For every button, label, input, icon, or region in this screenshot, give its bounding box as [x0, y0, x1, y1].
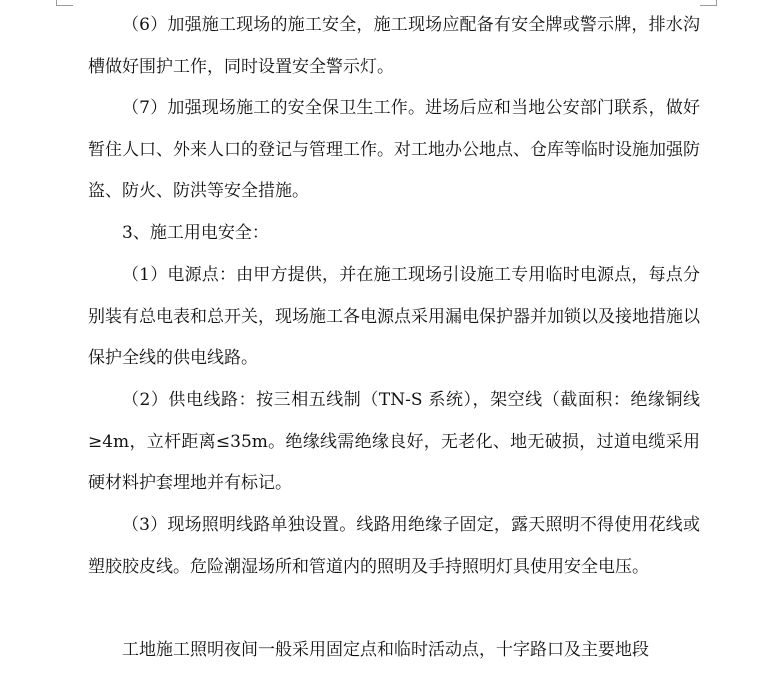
paragraph-supply-lines: （2）供电线路：按三相五线制（TN-S 系统），架空线（截面积：绝缘铜线≥4m，立杆距离≤35m。绝缘线需绝缘良好，无老化、地无破损，过道电缆采用硬材料护套埋地并有标记。 — [88, 390, 700, 493]
paragraph-power-source: （1）电源点：由甲方提供，并在施工现场引设施工专用临时电源点，每点分别装有总电表和总开关，现场施工各电源点采用漏电保护器并加锁以及接地措施以保护全线的供电线路。 — [88, 265, 700, 368]
margin-corner-mark-left — [56, 0, 73, 6]
paragraph-lighting-lines: （3）现场照明线路单独设置。线路用绝缘子固定，露天照明不得使用花线或塑胶胶皮线。危险潮湿场所和管道内的照明及手持照明灯具使用安全电压。 — [88, 515, 700, 577]
section-heading-electrical-safety: 3、施工用电安全： — [122, 223, 269, 243]
paragraph-7-security: （7）加强现场施工的安全保卫生工作。进场后应和当地公安部门联系，做好暂住人口、外来人口的登记与管理工作。对工地办公地点、仓库等临时设施加强防盗、防火、防洪等安全措施。 — [88, 98, 700, 201]
paragraph-night-lighting: 工地施工照明夜间一般采用固定点和临时活动点，十字路口及主要地段 — [122, 640, 649, 660]
paragraph-6-site-safety: （6）加强施工现场的施工安全，施工现场应配备有安全牌或警示牌，排水沟槽做好围护工作，同时设置安全警示灯。 — [88, 15, 700, 77]
margin-corner-mark-right — [700, 0, 717, 6]
